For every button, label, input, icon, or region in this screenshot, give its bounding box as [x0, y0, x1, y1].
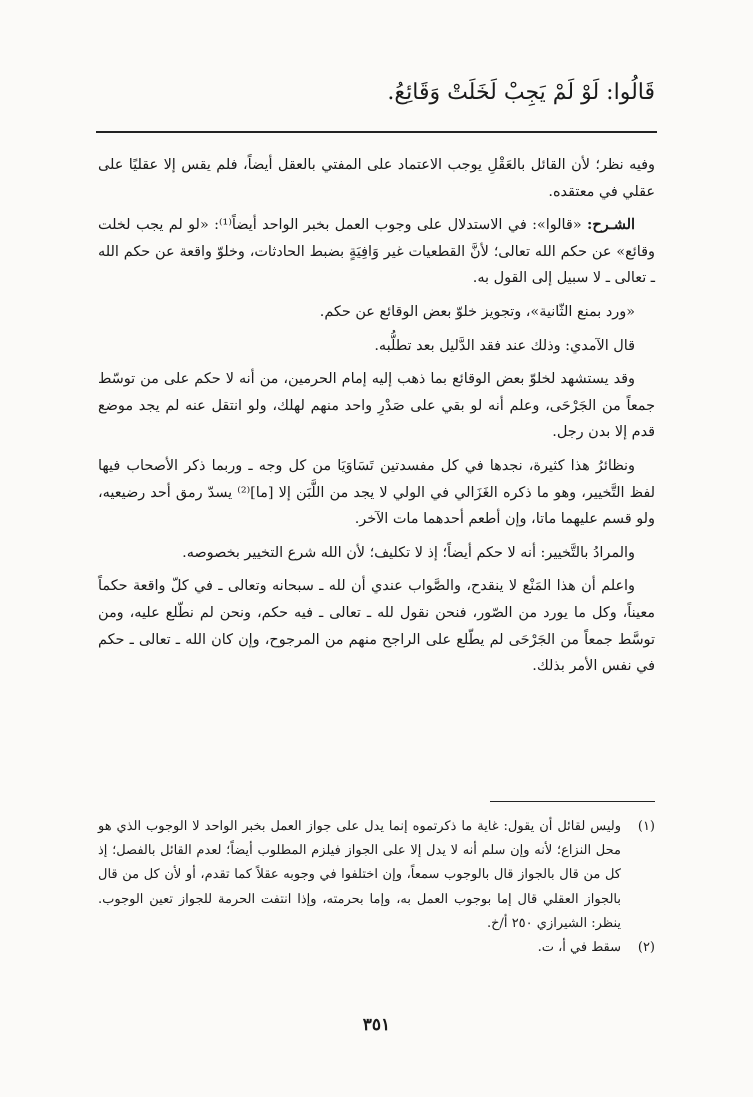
sharh-label: الشـرح:	[587, 216, 635, 234]
footnote-number: (١)	[637, 819, 655, 834]
header-divider	[96, 131, 657, 133]
footnote-text: وليس لقائل أن يقول: غاية ما ذكرتموه إنما يدل على جواز العمل بخبر الواحد لا الوجوب الذي هو محل النزاع؛ لأنه وإن سلم أنه لا يدل إلا على الجواز فيلزم المطلوب أيضاً؛ لعدم القائل بالفصل؛ إذ كل من قال بالجواز قال بالوجوب سمعاً، وإن اختلفوا في وجوبه عقلاً كما تقدم، أو لأن كل من قال بالجواز العقلي قال إما بوجوب العمل به، وإما بحرمته، وإذا انتفت الحرمة للجواز تعين الوجوب. ينظر: الشيرازي ٢٥٠ أ/خ.	[98, 819, 621, 931]
footnote-text: سقط في أ، ت.	[537, 940, 621, 956]
footnote-1	[98, 815, 655, 936]
paragraph-7: والمرادُ بالتَّخيير: أنه لا حكم أيضاً؛ إذ لا تكليف؛ لأن الله شرع التخيير بخصوصه.	[182, 544, 635, 561]
footnotes	[98, 815, 655, 960]
paragraph-2	[98, 212, 655, 292]
page-number: ٣٥١	[362, 1015, 391, 1035]
paragraph-3: «ورد بمنع الثّانية»، وتجويز خلوّ بعض الوقائع عن حكم.	[319, 303, 635, 320]
paragraph-1: وفيه نظر؛ لأن القائل بالعَقْلِ يوجب الاعتماد على المفتي بالعقل أيضاً، فلم يقس إلا عقليًا على عقلي في معتقده.	[98, 157, 655, 200]
footnote-divider	[490, 801, 655, 802]
paragraph-2-text: «قالوا»: في الاستدلال على وجوب العمل بخبر الواحد أيضاً⁽¹⁾: «لو لم يجب لخلت وقائع» عن حكم الله تعالى؛ لأنَّ القطعيات غير وَافِيَةٍ بضبط الحادثات، وخلوّ واقعة عن حكم الله ـ تعالى ـ لا سبيل إلى القول به.	[98, 217, 655, 287]
footnote-number: (٢)	[637, 940, 655, 956]
matn-heading: قَالُوا: لَوْ لَمْ يَجِبْ لَخَلَتْ وَقَائِعُ.	[387, 80, 655, 105]
paragraph-4: قال الآمدي: وذلك عند فقد الدَّليل بعد تطلُّبه.	[374, 337, 635, 354]
footnote-2	[98, 936, 655, 960]
commentary-body	[98, 152, 655, 687]
paragraph-5: وقد يستشهد لخلوّ بعض الوقائع بما ذهب إليه إمام الحرمين، من أنه لا حكم على من توسّط جمعاً من الجَرْحَى، وعلم أنه لو بقي على صَدْرِ واحد منهم لهلك، ولو انتقل عنه لم يجد موضع قدم إلا بدن رجل.	[98, 371, 655, 441]
paragraph-6: ونظائرُ هذا كثيرة، نجدها في كل مفسدتين تَسَاوَيَا من كل وجه ـ وربما ذكر الأصحاب فيها لفظ التَّخيير، وهو ما ذكره الغَزَالي في الولي لا يجد من اللَّبَن إلا [ما]⁽²⁾ يسدّ رمق أحد رضيعيه، ولو قسم عليهما ماتا، وإن أطعم أحدهما مات الآخر.	[98, 457, 655, 528]
paragraph-8: واعلم أن هذا المَنْع لا ينقدح، والصَّواب عندي أن لله ـ سبحانه وتعالى ـ في كلّ واقعة حكماً معيناً، وكل ما يورد من الصّور، فنحن نقول لله ـ تعالى ـ فيه حكم، ونحن لم نطّلع عليه، ومن توسَّط جمعاً من الجَرْحَى لم يطّلع على الراجح منهم من المرجوح، وإن كان الله ـ تعالى ـ حكم في نفس الأمر بذلك.	[98, 578, 655, 675]
